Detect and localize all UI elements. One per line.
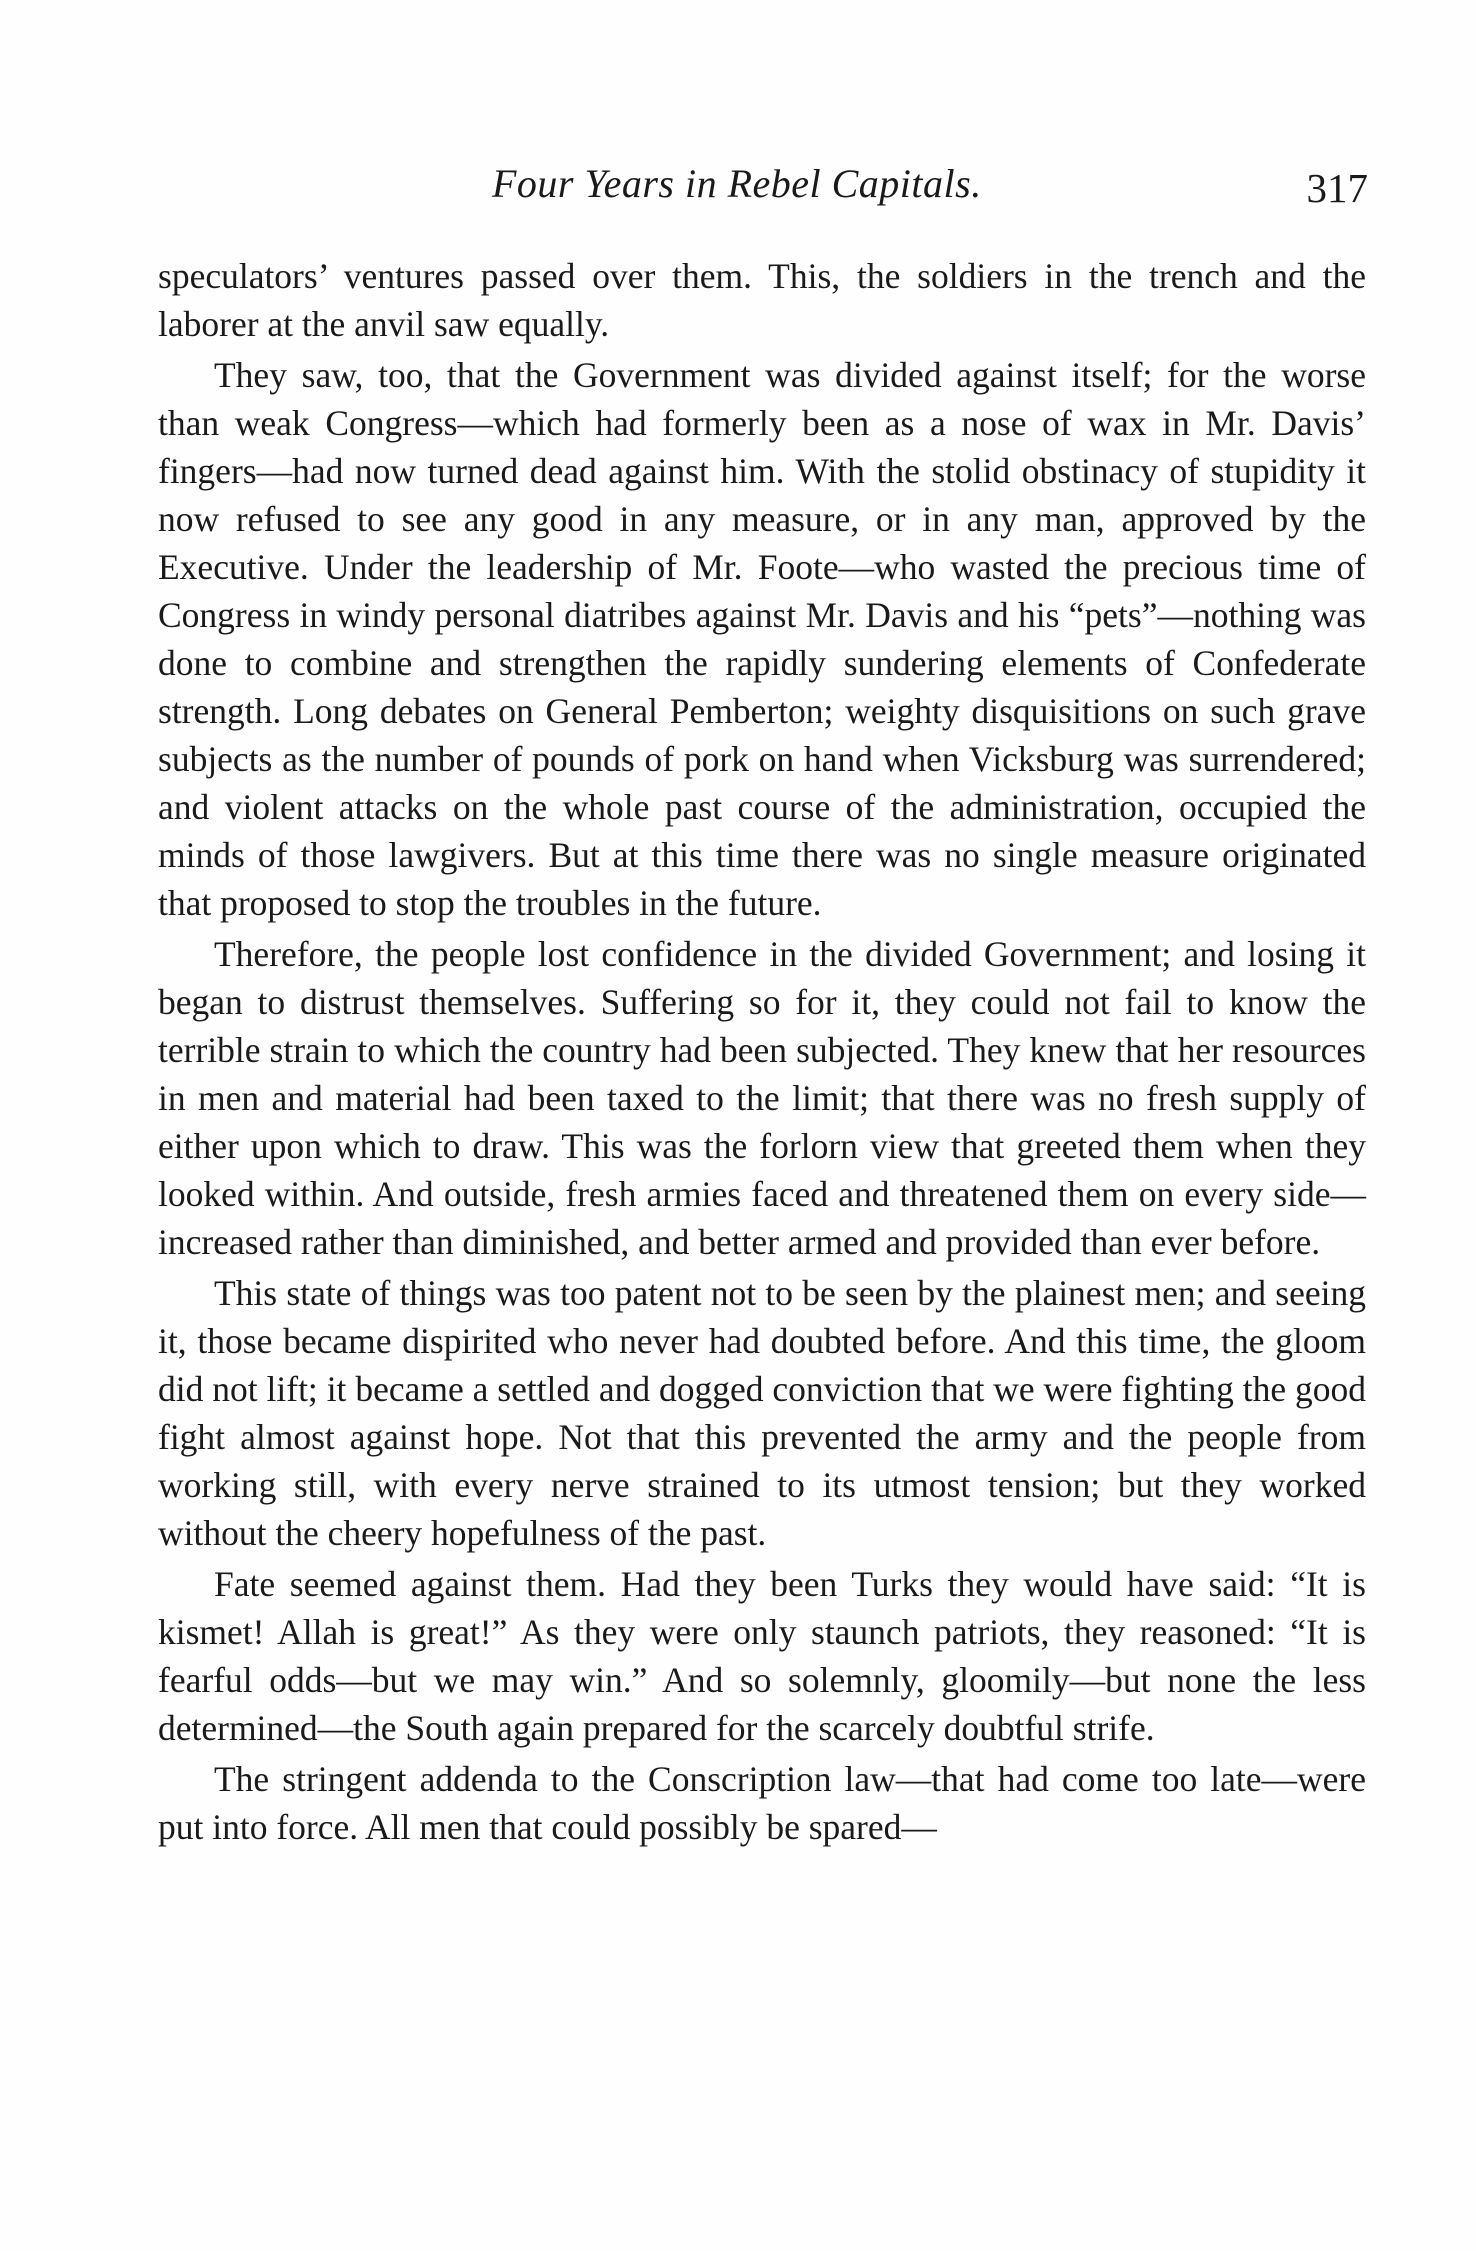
body-text: [158, 252, 1366, 1851]
paragraph: They saw, too, that the Government was divided against itself; for the worse than weak Congress—which had formerly been as a nose of wax in Mr. Davis’ fingers—had now turned dead against him. With the stolid obstinacy of stupidity it now refused to see any good in any measure, or in any man, approved by the Executive. Under the leadership of Mr. Foote—who wasted the precious time of Congress in windy personal diatribes against Mr. Davis and his “pets”—nothing was done to combine and strengthen the rapidly sundering elements of Confederate strength. Long debates on General Pemberton; weighty disquisitions on such grave subjects as the number of pounds of pork on hand when Vicksburg was surrendered; and violent attacks on the whole past course of the administration, occupied the minds of those lawgivers. But at this time there was no single measure originated that proposed to stop the troubles in the future.: [158, 355, 1366, 923]
running-head: [158, 160, 1368, 220]
paragraph: This state of things was too patent not to be seen by the plainest men; and seeing it, those became dispirited who never had doubted before. And this time, the gloom did not lift; it became a settled and dogged conviction that we were fighting the good fight almost against hope. Not that this prevented the army and the people from working still, with every nerve strained to its utmost tension; but they worked without the cheery hopefulness of the past.: [158, 1273, 1366, 1553]
paragraph: Fate seemed against them. Had they been Turks they would have said: “It is kismet! Allah is great!” As they were only staunch patriots, they reasoned: “It is fearful odds—but we may win.” And so solemnly, gloomily—but none the less determined—the South again prepared for the scarcely doubtful strife.: [158, 1564, 1366, 1748]
page-number: 317: [1306, 165, 1368, 211]
paragraph: Therefore, the people lost confidence in the divided Government; and losing it began to distrust themselves. Suffering so for it, they could not fail to know the terrible strain to which the country had been subjected. They knew that her resources in men and material had been taxed to the limit; that there was no fresh supply of either upon which to draw. This was the forlorn view that greeted them when they looked within. And outside, fresh armies faced and threatened them on every side—increased rather than diminished, and better armed and provided than ever before.: [158, 934, 1366, 1262]
paragraph: The stringent addenda to the Conscription law—that had come too late—were put into force. All men that could possibly be spared—: [158, 1759, 1366, 1847]
paragraph: speculators’ ventures passed over them. This, the soldiers in the trench and the laborer at the anvil saw equally.: [158, 256, 1366, 344]
running-title: Four Years in Rebel Capitals.: [492, 161, 982, 206]
